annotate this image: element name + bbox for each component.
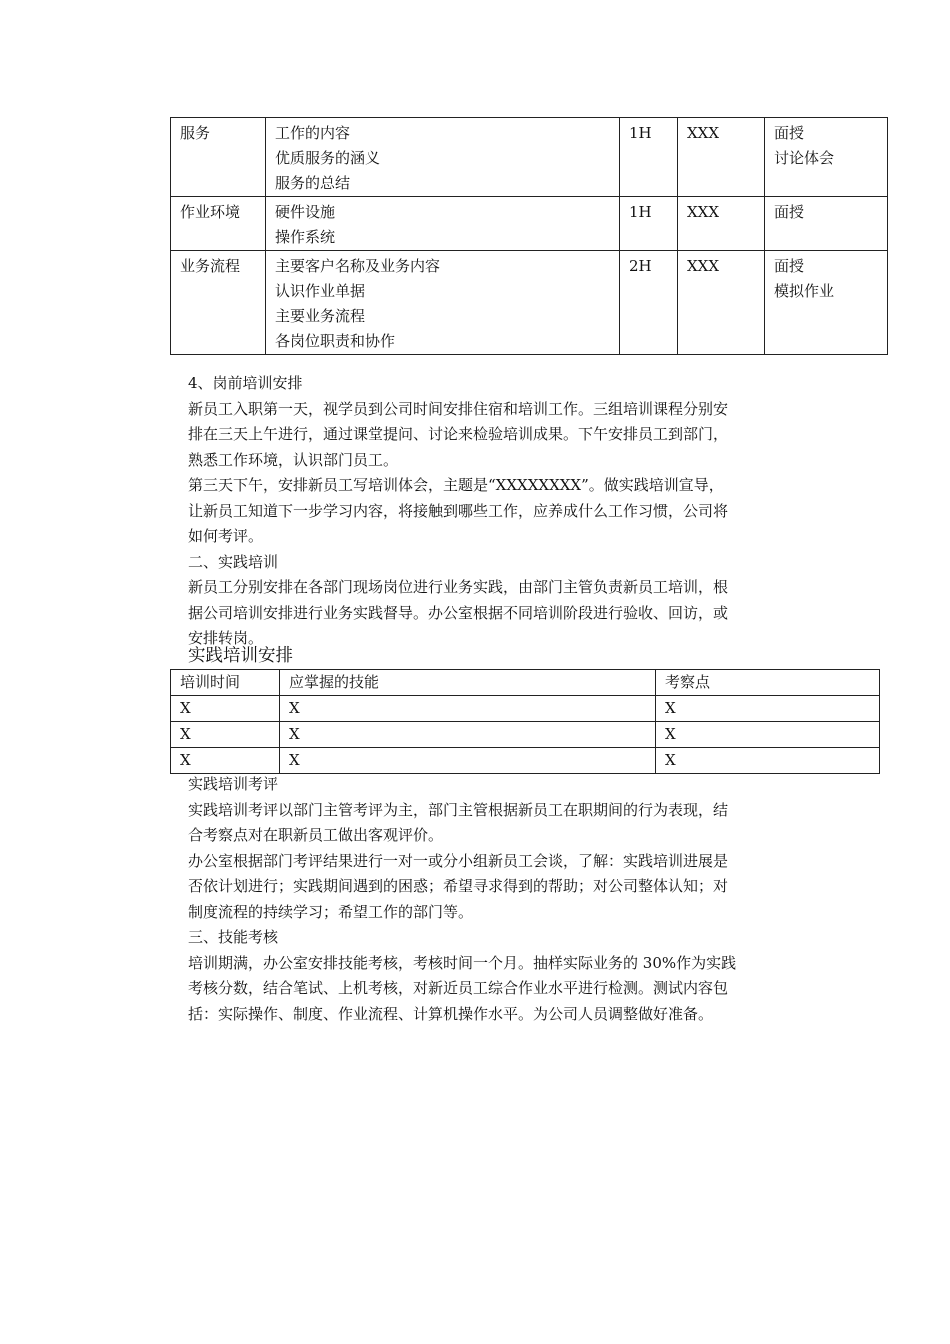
- table-cell: X: [280, 696, 656, 722]
- practice-heading: 二、实践培训: [188, 552, 279, 571]
- table-cell: X: [171, 696, 280, 722]
- module-cell: [171, 197, 266, 251]
- paragraph-line: 否依计划进行；实践期间遇到的困惑；希望寻求得到的帮助；对公司整体认知；对: [188, 877, 729, 895]
- content-item: 主要客户名称及业务内容: [275, 257, 441, 275]
- evaluation-block: [188, 772, 808, 1027]
- paragraph-line: 安排转岗。: [188, 629, 264, 647]
- table-cell: X: [171, 748, 280, 774]
- paragraph-line: 新员工入职第一天，视学员到公司时间安排住宿和培训工作。三组培训课程分别安: [188, 399, 729, 418]
- content-item: 主要业务流程: [275, 307, 366, 325]
- method-item: 面授: [774, 203, 805, 221]
- contents-cell: [266, 197, 620, 251]
- paragraph-line: 合考察点对在职新员工做出客观评价。: [188, 826, 444, 844]
- trainer-cell: [678, 197, 765, 251]
- trainer-value: XXX: [687, 203, 720, 221]
- evaluation-heading: 实践培训考评: [188, 775, 279, 793]
- table-cell: X: [171, 722, 280, 748]
- method-cell: [765, 197, 888, 251]
- table-cell: X: [656, 748, 880, 774]
- table-row: [171, 748, 880, 774]
- hours-cell: [620, 118, 678, 197]
- table-cell: X: [656, 722, 880, 748]
- paragraph-line: 排在三天上午进行，通过课堂提问、讨论来检验培训成果。下午安排员工到部门，: [188, 425, 729, 443]
- content-item: 操作系统: [275, 228, 336, 246]
- content-item: 工作的内容: [275, 124, 351, 142]
- hours-value: 1H: [629, 203, 652, 221]
- method-item: 面授: [774, 257, 805, 275]
- trainer-value: XXX: [687, 257, 720, 275]
- table-cell: X: [656, 696, 880, 722]
- content-item: 服务的总结: [275, 174, 351, 192]
- section4-block: [188, 371, 808, 652]
- hours-cell: [620, 251, 678, 355]
- method-item: 面授: [774, 124, 805, 142]
- paragraph-line: 考核分数，结合笔试、上机考核，对新近员工综合作业水平进行检测。测试内容包: [188, 979, 729, 997]
- module-cell: [171, 251, 266, 355]
- table-row: [171, 251, 888, 355]
- trainer-value: XXX: [687, 124, 720, 142]
- contents-cell: [266, 251, 620, 355]
- method-item: 讨论体会: [774, 149, 835, 167]
- table-row: [171, 722, 880, 748]
- table-cell: X: [280, 722, 656, 748]
- trainer-cell: [678, 251, 765, 355]
- method-cell: [765, 251, 888, 355]
- skills-heading: 三、技能考核: [188, 928, 279, 946]
- paragraph-line: 如何考评。: [188, 527, 264, 545]
- module-name: 作业环境: [180, 203, 241, 221]
- content-item: 认识作业单据: [275, 282, 366, 300]
- paragraph-line: 第三天下午，安排新员工写培训体会，主题是“XXXXXXXX”。做实践培训宣导，: [188, 476, 724, 494]
- paragraph-line: 制度流程的持续学习；希望工作的部门等。: [188, 902, 474, 921]
- paragraph-line: 让新员工知道下一步学习内容，将接触到哪些工作，应养成什么工作习惯，公司将: [188, 501, 729, 520]
- module-name: 服务: [180, 124, 211, 142]
- course-table: [170, 117, 888, 355]
- column-header: 培训时间: [171, 670, 280, 696]
- method-item: 模拟作业: [774, 282, 835, 300]
- hours-value: 2H: [629, 257, 652, 275]
- table-row: [171, 197, 888, 251]
- paragraph-line: 实践培训考评以部门主管考评为主，部门主管根据新员工在职期间的行为表现，结: [188, 800, 729, 819]
- trainer-cell: [678, 118, 765, 197]
- paragraph-line: 括：实际操作、制度、作业流程、计算机操作水平。为公司人员调整做好准备。: [188, 1004, 714, 1023]
- content-item: 优质服务的涵义: [275, 149, 381, 167]
- paragraph-line: 办公室根据部门考评结果进行一对一或分小组新员工会谈，了解：实践培训进展是: [188, 851, 729, 870]
- table-header-row: [171, 670, 880, 696]
- table-row: [171, 696, 880, 722]
- hours-cell: [620, 197, 678, 251]
- method-cell: [765, 118, 888, 197]
- module-cell: [171, 118, 266, 197]
- content-item: 各岗位职责和协作: [275, 332, 396, 350]
- column-header: 应掌握的技能: [280, 670, 656, 696]
- practice-table: [170, 669, 880, 774]
- module-name: 业务流程: [180, 257, 241, 275]
- table-cell: X: [280, 748, 656, 774]
- paragraph-line: 新员工分别安排在各部门现场岗位进行业务实践，由部门主管负责新员工培训，根: [188, 578, 729, 596]
- hours-value: 1H: [629, 124, 652, 142]
- column-header: 考察点: [656, 670, 880, 696]
- practice-table-caption: 实践培训安排: [188, 646, 293, 666]
- paragraph-line: 培训期满，办公室安排技能考核，考核时间一个月。抽样实际业务的 30%作为实践: [188, 953, 737, 972]
- table-row: [171, 118, 888, 197]
- contents-cell: [266, 118, 620, 197]
- paragraph-line: 据公司培训安排进行业务实践督导。办公室根据不同培训阶段进行验收、回访，或: [188, 603, 729, 622]
- paragraph-line: 熟悉工作环境，认识部门员工。: [188, 450, 399, 469]
- section4-heading: 4、岗前培训安排: [188, 374, 303, 392]
- content-item: 硬件设施: [275, 203, 336, 221]
